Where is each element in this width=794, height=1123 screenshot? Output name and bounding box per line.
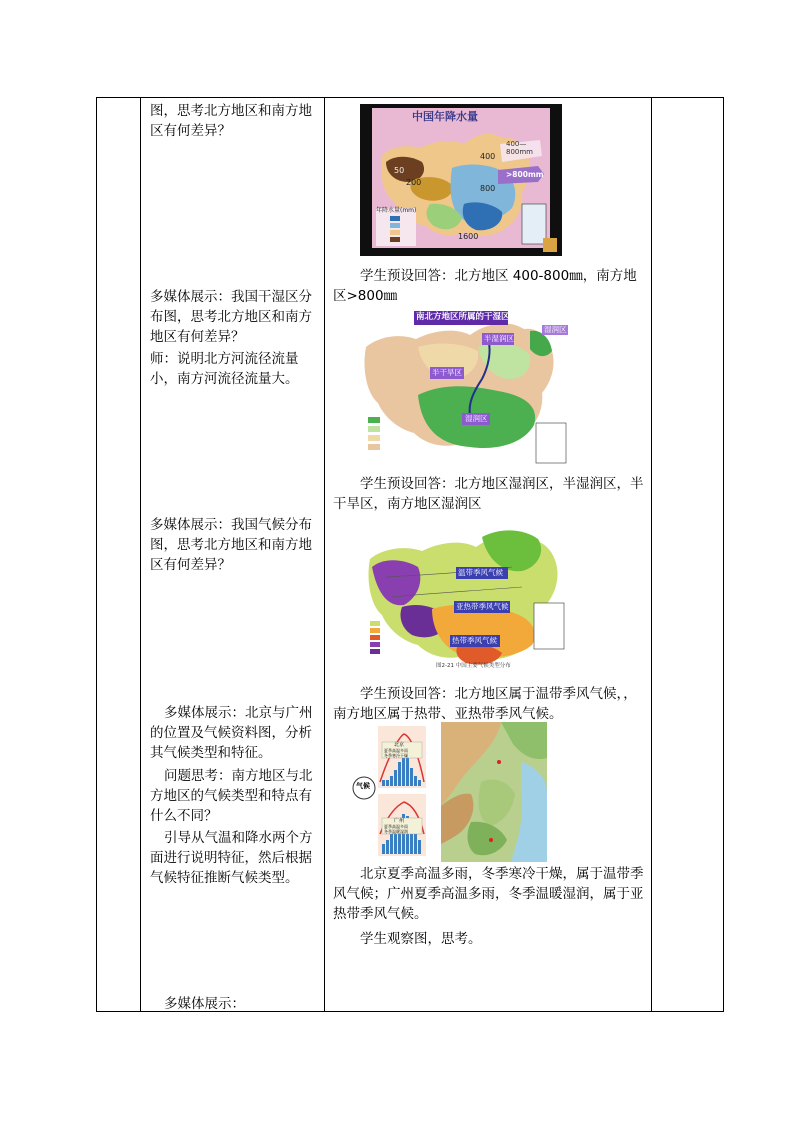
precipitation-map [360,104,562,256]
teacher-text-3: 师：说明北方河流径流量小，南方河流径流量大。 [150,351,299,387]
precip-map-title: 中国年降水量 [412,110,478,123]
column-divider-3 [651,97,652,1012]
precip-iso-400: 400 [480,152,496,161]
beijing-guangzhou-climate-charts [352,722,440,862]
precip-label-gt800: >800mm [506,170,544,179]
climate-tag: 气候 [356,782,370,790]
guangzhou-sub-label: 夏季高温多雨 冬季温暖湿润 [384,824,408,834]
home-icon [543,238,557,252]
drywet-label-wet-south: 湿润区 [465,414,488,423]
beijing-guangzhou-relief-map [441,722,547,862]
teacher-text-5: 多媒体展示：北京与广州的位置及气候资料图，分析其气候类型和特征。 [150,705,313,761]
teacher-text-1: 图，思考北方地区和南方地区有何差异？ [150,103,312,139]
teacher-text-7: 引导从气温和降水两个方面进行说明特征，然后根据气候特征推断气候类型。 [150,830,313,886]
climate-map-caption: 图2-21 中国主要气候类型分布 [436,663,511,669]
student-answer-2: 学生预设回答：北方地区湿润区，半湿润区，半干旱区，南方地区湿润区 [333,476,644,512]
precip-iso-200: 200 [406,178,422,187]
student-answer-1: 学生预设回答：北方地区 400-800㎜，南方地区>800㎜ [333,268,637,304]
precip-iso-800: 800 [480,184,496,193]
student-answer-4: 北京夏季高温多雨，冬季寒冷干燥，属于温带季风气候；广州夏季高温多雨，冬季温暖湿润，属于亚热带季风气候。 [333,866,644,922]
precip-legend-title: 年降水量(mm) [376,207,417,214]
precip-iso-1600: 1600 [458,232,479,241]
beijing-label: 北京 [394,742,405,748]
student-answer-3: 学生预设回答：北方地区属于温带季风气候，，南方地区属于热带、亚热带季风气候。 [333,686,637,722]
teacher-text-2: 多媒体展示：我国干湿区分布图，思考北方地区和南方地区有何差异？ [150,289,312,345]
climate-label-temperate: 温带季风气候 [458,568,503,577]
guangzhou-label: 广州 [394,818,405,824]
teacher-text-8: 多媒体展示： [164,996,245,1012]
teacher-text-4: 多媒体展示：我国气候分布图，思考北方地区和南方地区有何差异？ [150,517,312,573]
drywet-map-title: 南北方地区所属的干湿区 [416,312,510,322]
drywet-label-half-wet: 半湿润区 [484,334,514,343]
student-answer-5: 学生观察图，思考。 [360,931,482,947]
climate-map-graphic [362,517,568,675]
relief-map-graphic [441,722,547,862]
climate-types-map [362,517,568,675]
precip-label-400-800: 400—800mm [506,140,533,156]
climate-label-subtropical: 亚热带季风气候 [456,602,509,611]
drywet-label-half-dry: 半干旱区 [432,368,462,377]
column-divider-2 [324,97,325,1012]
dry-wet-regions-map [358,307,570,465]
teacher-text-6: 问题思考：南方地区与北方地区的气候类型和特点有什么不同？ [150,768,313,824]
dry-wet-map-graphic [358,307,570,465]
beijing-sub-label: 夏季高温多雨 冬季寒冷干燥 [384,748,408,758]
climate-label-tropical: 热带季风气候 [452,636,497,645]
column-divider-1 [140,97,141,1012]
precip-iso-50: 50 [394,166,405,175]
drywet-label-wet-ne: 湿润区 [544,325,567,334]
